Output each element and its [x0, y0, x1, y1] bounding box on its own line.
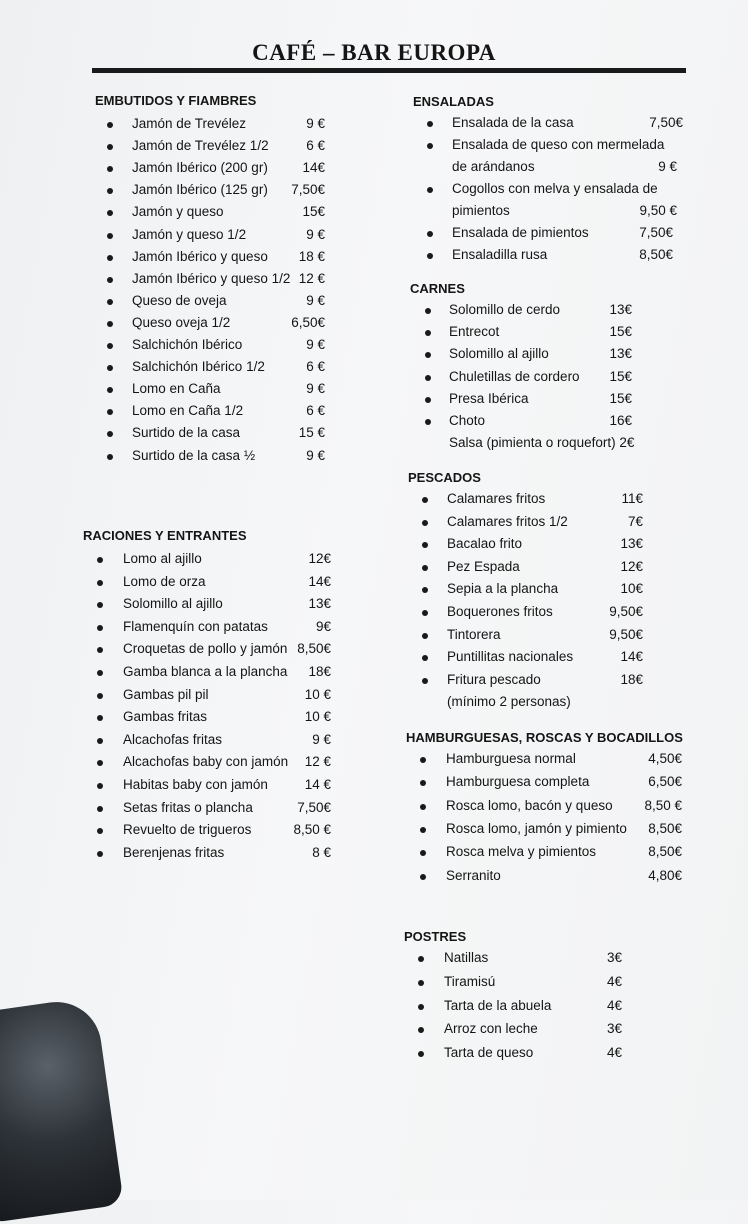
item-price: 6 €	[306, 359, 325, 375]
item-price: 3€	[606, 1021, 622, 1037]
item-name: Serranito	[446, 867, 501, 883]
item-price: 10€	[620, 581, 643, 597]
list-item	[95, 249, 325, 271]
bullet-icon	[425, 419, 431, 425]
list-item	[95, 337, 325, 359]
item-name: Natillas	[444, 950, 489, 965]
list-item	[404, 1045, 622, 1067]
item-name: Rosca lomo, bacón y queso	[446, 797, 613, 813]
item-name: Salchichón Ibérico 1/2	[132, 359, 265, 375]
item-name: Jamón Ibérico y queso 1/2	[132, 270, 291, 286]
item-name: Flamenquín con patatas	[123, 618, 268, 634]
item-name: Queso de oveja	[132, 292, 227, 308]
bullet-icon	[97, 580, 103, 586]
list-item	[406, 821, 682, 843]
section-title: HAMBURGUESAS, ROSCAS Y BOCADILLOS	[406, 730, 683, 745]
bullet-icon	[107, 277, 113, 283]
item-name: Ensalada de pimientos	[452, 225, 589, 240]
item-price: 4€	[606, 973, 622, 989]
bullet-icon	[420, 780, 426, 786]
item-price: 18 €	[298, 248, 325, 264]
item-price: 6 €	[306, 138, 325, 154]
item-price: 10 €	[304, 709, 331, 725]
item-name: Chuletillas de cordero	[449, 368, 580, 384]
item-price: 6 €	[306, 403, 325, 419]
item-price: 7,50€	[649, 115, 683, 130]
list-item	[413, 137, 683, 159]
list-item	[95, 381, 325, 403]
item-name: Alcachofas fritas	[123, 731, 223, 747]
section-title: CARNES	[410, 281, 465, 296]
item-price: 14 €	[304, 777, 331, 792]
bullet-icon	[107, 144, 113, 150]
list-item	[83, 845, 331, 867]
bullet-icon	[107, 188, 113, 194]
bullet-icon	[97, 851, 103, 857]
item-name: Solomillo al ajillo	[449, 346, 549, 362]
item-name: Choto	[449, 413, 486, 428]
item-name: Ensalada de la casa	[452, 115, 574, 130]
menu-title: CAFÉ – BAR EUROPA	[252, 40, 496, 65]
item-name: Tiramisú	[444, 973, 496, 989]
item-price: 18€	[620, 671, 643, 687]
item-name: Ensalada de queso con mermelada	[452, 137, 665, 152]
bullet-icon	[107, 454, 113, 460]
item-name: Tarta de queso	[444, 1045, 534, 1061]
item-name: Setas fritas o plancha	[123, 799, 253, 815]
bullet-icon	[107, 321, 113, 327]
item-name: Entrecot	[449, 324, 500, 340]
list-item	[406, 868, 682, 890]
item-price: 9 €	[306, 337, 325, 352]
list-item	[406, 751, 682, 773]
item-name: Jamón de Trevélez 1/2	[132, 138, 269, 154]
item-price: 7€	[627, 513, 643, 529]
item-price: 8,50€	[297, 641, 331, 657]
bullet-icon	[97, 806, 103, 812]
title-divider	[92, 68, 686, 73]
bullet-icon	[427, 121, 433, 127]
list-item	[83, 574, 331, 596]
item-price: 9,50€	[609, 626, 643, 642]
item-price: 12 €	[298, 270, 325, 286]
item-price: 9€	[315, 618, 331, 634]
list-item	[83, 732, 331, 754]
list-item	[410, 302, 632, 324]
item-price: 6,50€	[291, 314, 325, 330]
item-price: 15€	[609, 368, 632, 384]
list-item	[408, 559, 643, 581]
item-price: 13€	[609, 346, 632, 362]
item-name: Tintorera	[447, 626, 501, 642]
bullet-icon	[107, 365, 113, 371]
item-name: Jamón y queso	[132, 204, 224, 220]
list-item	[83, 619, 331, 641]
item-name-line2: de arándanos	[452, 159, 535, 174]
bullet-icon	[427, 231, 433, 237]
list-item	[83, 687, 331, 709]
bullet-icon	[420, 757, 426, 763]
list-item	[404, 950, 622, 972]
list-item	[408, 649, 643, 671]
item-name: Pez Espada	[447, 558, 520, 574]
bullet-icon	[425, 352, 431, 358]
list-item	[408, 514, 643, 536]
item-price: 12€	[308, 551, 331, 566]
item-name: Surtido de la casa ½	[132, 447, 256, 463]
list-item	[408, 672, 643, 694]
item-name: Gambas pil pil	[123, 686, 209, 702]
list-item	[83, 664, 331, 686]
list-item	[404, 1021, 622, 1043]
bullet-icon	[418, 1004, 424, 1010]
bullet-icon	[107, 233, 113, 239]
item-price: 4€	[606, 1045, 622, 1061]
item-name: Calamares fritos	[447, 491, 546, 506]
bullet-icon	[107, 122, 113, 128]
item-price: 8,50€	[648, 844, 682, 860]
item-name: Alcachofas baby con jamón	[123, 754, 289, 770]
section-title: EMBUTIDOS Y FIAMBRES	[95, 93, 257, 108]
bullet-icon	[422, 565, 428, 571]
bullet-icon	[425, 397, 431, 403]
list-item	[413, 115, 683, 137]
item-price: 7,50€	[297, 799, 331, 815]
list-item-continued	[413, 159, 683, 181]
list-item	[83, 641, 331, 663]
list-item	[83, 822, 331, 844]
bullet-icon	[422, 587, 428, 593]
bullet-icon	[427, 253, 433, 259]
bullet-icon	[97, 602, 103, 608]
section-title: ENSALADAS	[413, 94, 494, 109]
item-price: 9,50 €	[639, 203, 677, 218]
bullet-icon	[420, 850, 426, 856]
item-name: Surtido de la casa	[132, 425, 241, 441]
item-price: 7,50€	[639, 225, 673, 240]
list-item	[408, 581, 643, 603]
bullet-icon	[107, 387, 113, 393]
list-item	[406, 774, 682, 796]
bullet-icon	[425, 330, 431, 336]
bullet-icon	[420, 804, 426, 810]
item-name: Sepia a la plancha	[447, 581, 559, 597]
bullet-icon	[107, 343, 113, 349]
item-price: 6,50€	[648, 774, 682, 790]
list-item	[83, 777, 331, 799]
item-price: 12€	[620, 558, 643, 574]
item-name: Croquetas de pollo y jamón	[123, 641, 288, 657]
bullet-icon	[107, 255, 113, 261]
bullet-icon	[420, 874, 426, 880]
item-price: 15€	[609, 390, 632, 406]
item-name: Ensaladilla rusa	[452, 247, 548, 262]
bullet-icon	[418, 1051, 424, 1057]
list-item	[413, 225, 683, 247]
item-name: Solomillo de cerdo	[449, 302, 561, 317]
bullet-icon	[107, 166, 113, 172]
item-name: Jamón Ibérico (125 gr)	[132, 182, 268, 198]
item-name: Lomo al ajillo	[123, 551, 202, 566]
item-price: 9 €	[306, 292, 325, 308]
list-item	[95, 403, 325, 425]
list-item	[83, 800, 331, 822]
item-name: Lomo en Caña 1/2	[132, 403, 244, 419]
list-item	[95, 315, 325, 337]
item-name: Fritura pescado	[447, 671, 541, 687]
bullet-icon	[427, 143, 433, 149]
list-item	[83, 596, 331, 618]
item-price: 9 €	[306, 116, 325, 131]
item-price: 4€	[606, 997, 622, 1013]
item-name: Salchichón Ibérico	[132, 337, 243, 352]
item-name: Arroz con leche	[444, 1021, 538, 1037]
item-price: 18€	[308, 664, 331, 679]
item-name: Hamburguesa completa	[446, 774, 590, 790]
list-item	[95, 271, 325, 293]
bullet-icon	[420, 827, 426, 833]
item-name: Jamón y queso 1/2	[132, 226, 247, 242]
item-price: 13€	[609, 302, 632, 317]
object-shadow	[0, 996, 124, 1223]
bullet-icon	[422, 633, 428, 639]
list-item	[408, 536, 643, 558]
bullet-icon	[97, 647, 103, 653]
item-name: Bacalao frito	[447, 536, 523, 552]
item-price: 12 €	[304, 754, 331, 770]
list-item	[404, 974, 622, 996]
item-price: 9 €	[658, 159, 677, 174]
bullet-icon	[97, 783, 103, 789]
bullet-icon	[425, 375, 431, 381]
item-name: Rosca melva y pimientos	[446, 844, 597, 860]
item-name: Solomillo al ajillo	[123, 596, 223, 612]
item-price: 16€	[609, 413, 632, 428]
bullet-icon	[425, 308, 431, 314]
list-item	[95, 138, 325, 160]
list-item	[410, 346, 632, 368]
item-name: Hamburguesa normal	[446, 751, 576, 766]
item-name: Gamba blanca a la plancha	[123, 664, 288, 679]
bullet-icon	[97, 625, 103, 631]
bullet-icon	[97, 760, 103, 766]
list-item	[95, 359, 325, 381]
item-name: Puntillitas nacionales	[447, 649, 574, 665]
item-name: Boquerones fritos	[447, 604, 553, 619]
item-price: 8,50€	[639, 247, 673, 262]
item-price: 7,50€	[291, 182, 325, 198]
item-price: 15€	[609, 324, 632, 340]
list-item	[413, 247, 683, 269]
item-name: Gambas fritas	[123, 709, 208, 725]
item-price: 13€	[308, 596, 331, 612]
bullet-icon	[107, 431, 113, 437]
bullet-icon	[422, 497, 428, 503]
item-price: 14€	[308, 573, 331, 589]
bullet-icon	[418, 956, 424, 962]
bullet-icon	[97, 693, 103, 699]
bullet-icon	[107, 299, 113, 305]
item-price: 3€	[606, 950, 622, 965]
bullet-icon	[107, 409, 113, 415]
item-price: 8,50€	[648, 820, 682, 836]
list-item	[83, 709, 331, 731]
item-name: Rosca lomo, jamón y pimiento	[446, 820, 627, 836]
section-title: POSTRES	[404, 929, 467, 944]
item-name: Calamares fritos 1/2	[447, 513, 568, 529]
list-item	[410, 369, 632, 391]
list-item	[83, 551, 331, 573]
item-price: 8,50 €	[293, 822, 331, 838]
item-price: 10 €	[304, 686, 331, 702]
list-item	[95, 116, 325, 138]
item-price: 8 €	[312, 844, 331, 860]
list-item-continued	[413, 203, 683, 225]
list-item	[95, 425, 325, 447]
item-name: Queso oveja 1/2	[132, 314, 231, 330]
list-item	[95, 160, 325, 182]
bullet-icon	[97, 670, 103, 676]
list-item	[408, 604, 643, 626]
item-price: 11€	[621, 491, 643, 506]
item-price: 14€	[302, 160, 325, 176]
list-item	[410, 391, 632, 413]
item-price: 9 €	[306, 381, 325, 397]
item-name: Tarta de la abuela	[444, 997, 552, 1013]
list-item	[95, 293, 325, 315]
item-price: 13€	[620, 536, 643, 552]
item-price: 9,50€	[609, 604, 643, 619]
item-name: Jamón Ibérico (200 gr)	[132, 160, 268, 176]
bullet-icon	[422, 542, 428, 548]
item-name: Berenjenas fritas	[123, 844, 225, 860]
section-title: RACIONES Y ENTRANTES	[83, 528, 247, 543]
item-price: 9 €	[312, 731, 331, 747]
list-item	[408, 491, 643, 513]
list-item	[95, 227, 325, 249]
bullet-icon	[97, 557, 103, 563]
bullet-icon	[97, 715, 103, 721]
section-note: Salsa (pimienta o roquefort) 2€	[449, 435, 635, 451]
item-name: Lomo en Caña	[132, 381, 221, 397]
item-name: Habitas baby con jamón	[123, 777, 268, 792]
bullet-icon	[427, 187, 433, 193]
list-item	[404, 998, 622, 1020]
item-price: 9 €	[306, 226, 325, 242]
item-name: Revuelto de trigueros	[123, 822, 252, 838]
list-item	[406, 798, 682, 820]
list-item	[83, 754, 331, 776]
item-name: Jamón de Trevélez	[132, 116, 247, 131]
section-title: PESCADOS	[408, 470, 481, 485]
item-name-line2: pimientos	[452, 203, 510, 218]
list-item	[413, 181, 683, 203]
item-name: Lomo de orza	[123, 573, 206, 589]
section-note: (mínimo 2 personas)	[447, 694, 571, 710]
item-name: Jamón Ibérico y queso	[132, 248, 268, 264]
item-price: 4,50€	[648, 751, 682, 766]
item-price: 15 €	[298, 425, 325, 441]
list-item	[95, 448, 325, 470]
item-price: 14€	[620, 649, 643, 665]
item-price: 4,80€	[648, 867, 682, 883]
list-item	[95, 182, 325, 204]
item-price: 9 €	[306, 447, 325, 463]
bullet-icon	[422, 610, 428, 616]
list-item	[408, 627, 643, 649]
list-item	[410, 324, 632, 346]
item-price: 8,50 €	[644, 797, 682, 813]
bullet-icon	[422, 678, 428, 684]
bullet-icon	[422, 655, 428, 661]
bullet-icon	[422, 520, 428, 526]
bullet-icon	[107, 210, 113, 216]
list-item	[95, 204, 325, 226]
list-item	[410, 413, 632, 435]
item-name: Presa Ibérica	[449, 390, 529, 406]
bullet-icon	[418, 980, 424, 986]
list-item	[406, 844, 682, 866]
item-price: 15€	[302, 204, 325, 220]
bullet-icon	[97, 828, 103, 834]
item-name: Cogollos con melva y ensalada de	[452, 181, 658, 196]
bullet-icon	[418, 1027, 424, 1033]
bullet-icon	[97, 738, 103, 744]
